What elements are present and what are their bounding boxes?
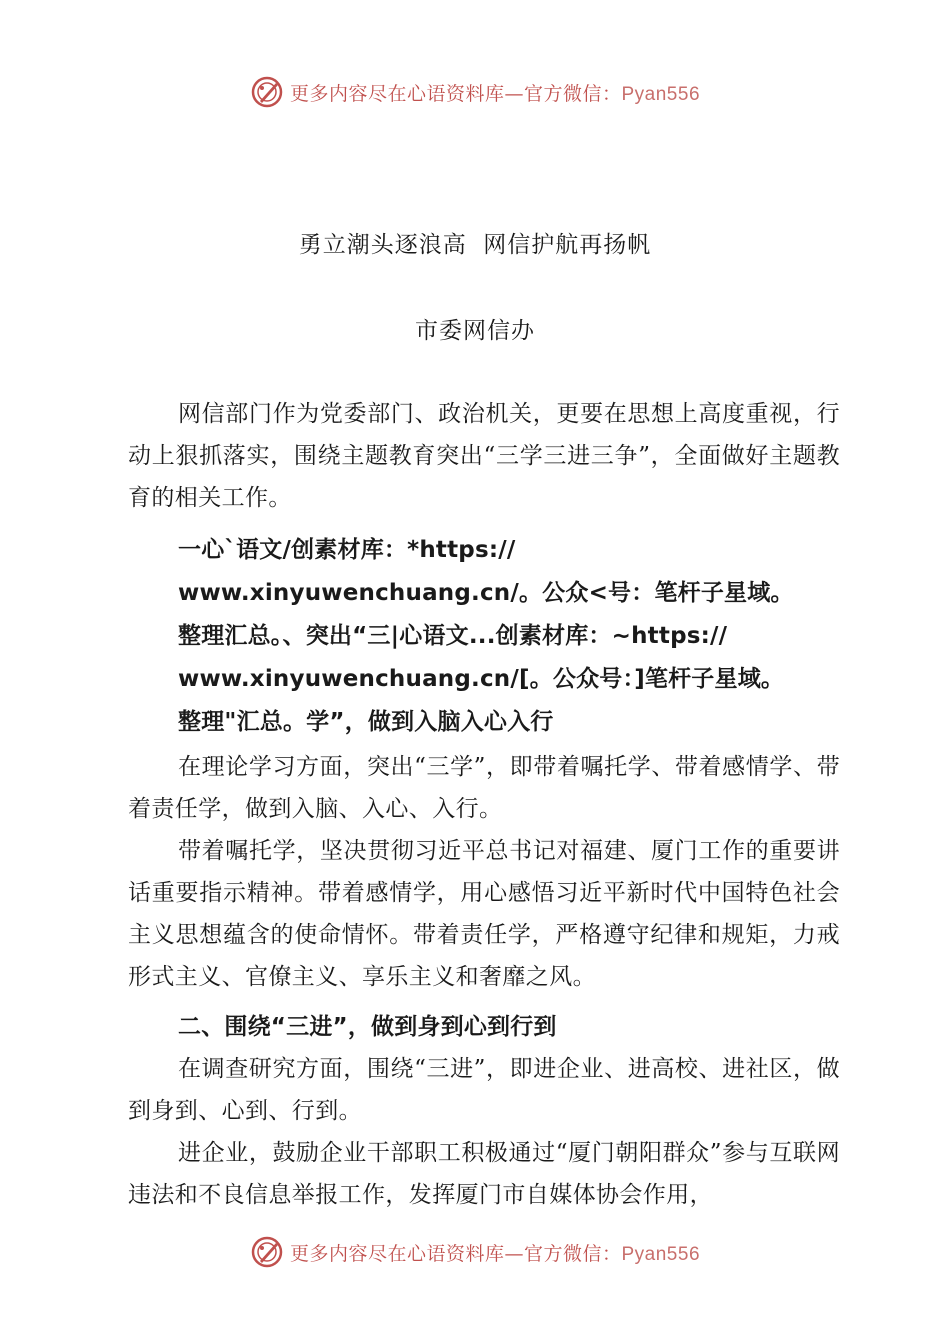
watermark-footer — [0, 1232, 950, 1272]
document-title: 勇立潮头逐浪高 网信护航再扬帆 — [298, 232, 652, 258]
intro-paragraph: 网信部门作为党委部门、政治机关，更要在思想上高度重视，行动上狠抓落实，围绕主题教育突出“三学三进三争”，全面做好主题教育的相关工作。 — [128, 401, 840, 511]
document-author: 市委网信办 — [415, 318, 535, 344]
body-paragraph: 进企业，鼓励企业干部职工积极通过“厦门朝阳群众”参与互联网违法和不良信息举报工作，发挥厦门市自媒体协会作用， — [128, 1140, 840, 1208]
body-paragraph: 在调查研究方面，围绕“三进”，即进企业、进高校、进社区，做到身到、心到、行到。 — [128, 1056, 840, 1124]
wechat-id: Pyan556 — [621, 83, 701, 105]
body-paragraph: 在理论学习方面，突出“三学”，即带着嘱托学、带着感情学、带着责任学，做到入脑、入心、入行。 — [128, 754, 840, 822]
wechat-id: Pyan556 — [621, 1243, 701, 1265]
watermark-text: 更多内容尽在心语资料库—官方微信：Pyan556 — [289, 1242, 701, 1265]
logo-icon — [250, 75, 284, 109]
section-heading-2: 二、围绕“三进”，做到身到心到行到 — [178, 1014, 557, 1040]
watermark-header — [0, 72, 950, 112]
heading-line: 整理汇总。、突出“三|心语文...创素材库：~https:// — [178, 623, 728, 649]
section-heading-1 — [128, 529, 840, 744]
heading-line: 一心`语文/创素材库：*https:// — [178, 537, 516, 563]
heading-line: 整理"汇总。学”，做到入脑入心入行 — [178, 709, 554, 735]
logo-icon — [250, 1235, 284, 1269]
heading-line: www.xinyuwenchuang.cn/[。公众号：]笔杆子星域。 — [178, 666, 785, 692]
heading-line: www.xinyuwenchuang.cn/。公众<号：笔杆子星域。 — [178, 580, 794, 606]
body-paragraph: 带着嘱托学，坚决贯彻习近平总书记对福建、厦门工作的重要讲话重要指示精神。带着感情学，用心感悟习近平新时代中国特色社会主义思想蕴含的使命情怀。带着责任学，严格遵守纪律和规矩，力戒形式主义、官僚主义、享乐主义和奢靡之风。 — [128, 838, 840, 990]
watermark-text: 更多内容尽在心语资料库—官方微信：Pyan556 — [289, 82, 701, 105]
document-body — [128, 393, 840, 1216]
